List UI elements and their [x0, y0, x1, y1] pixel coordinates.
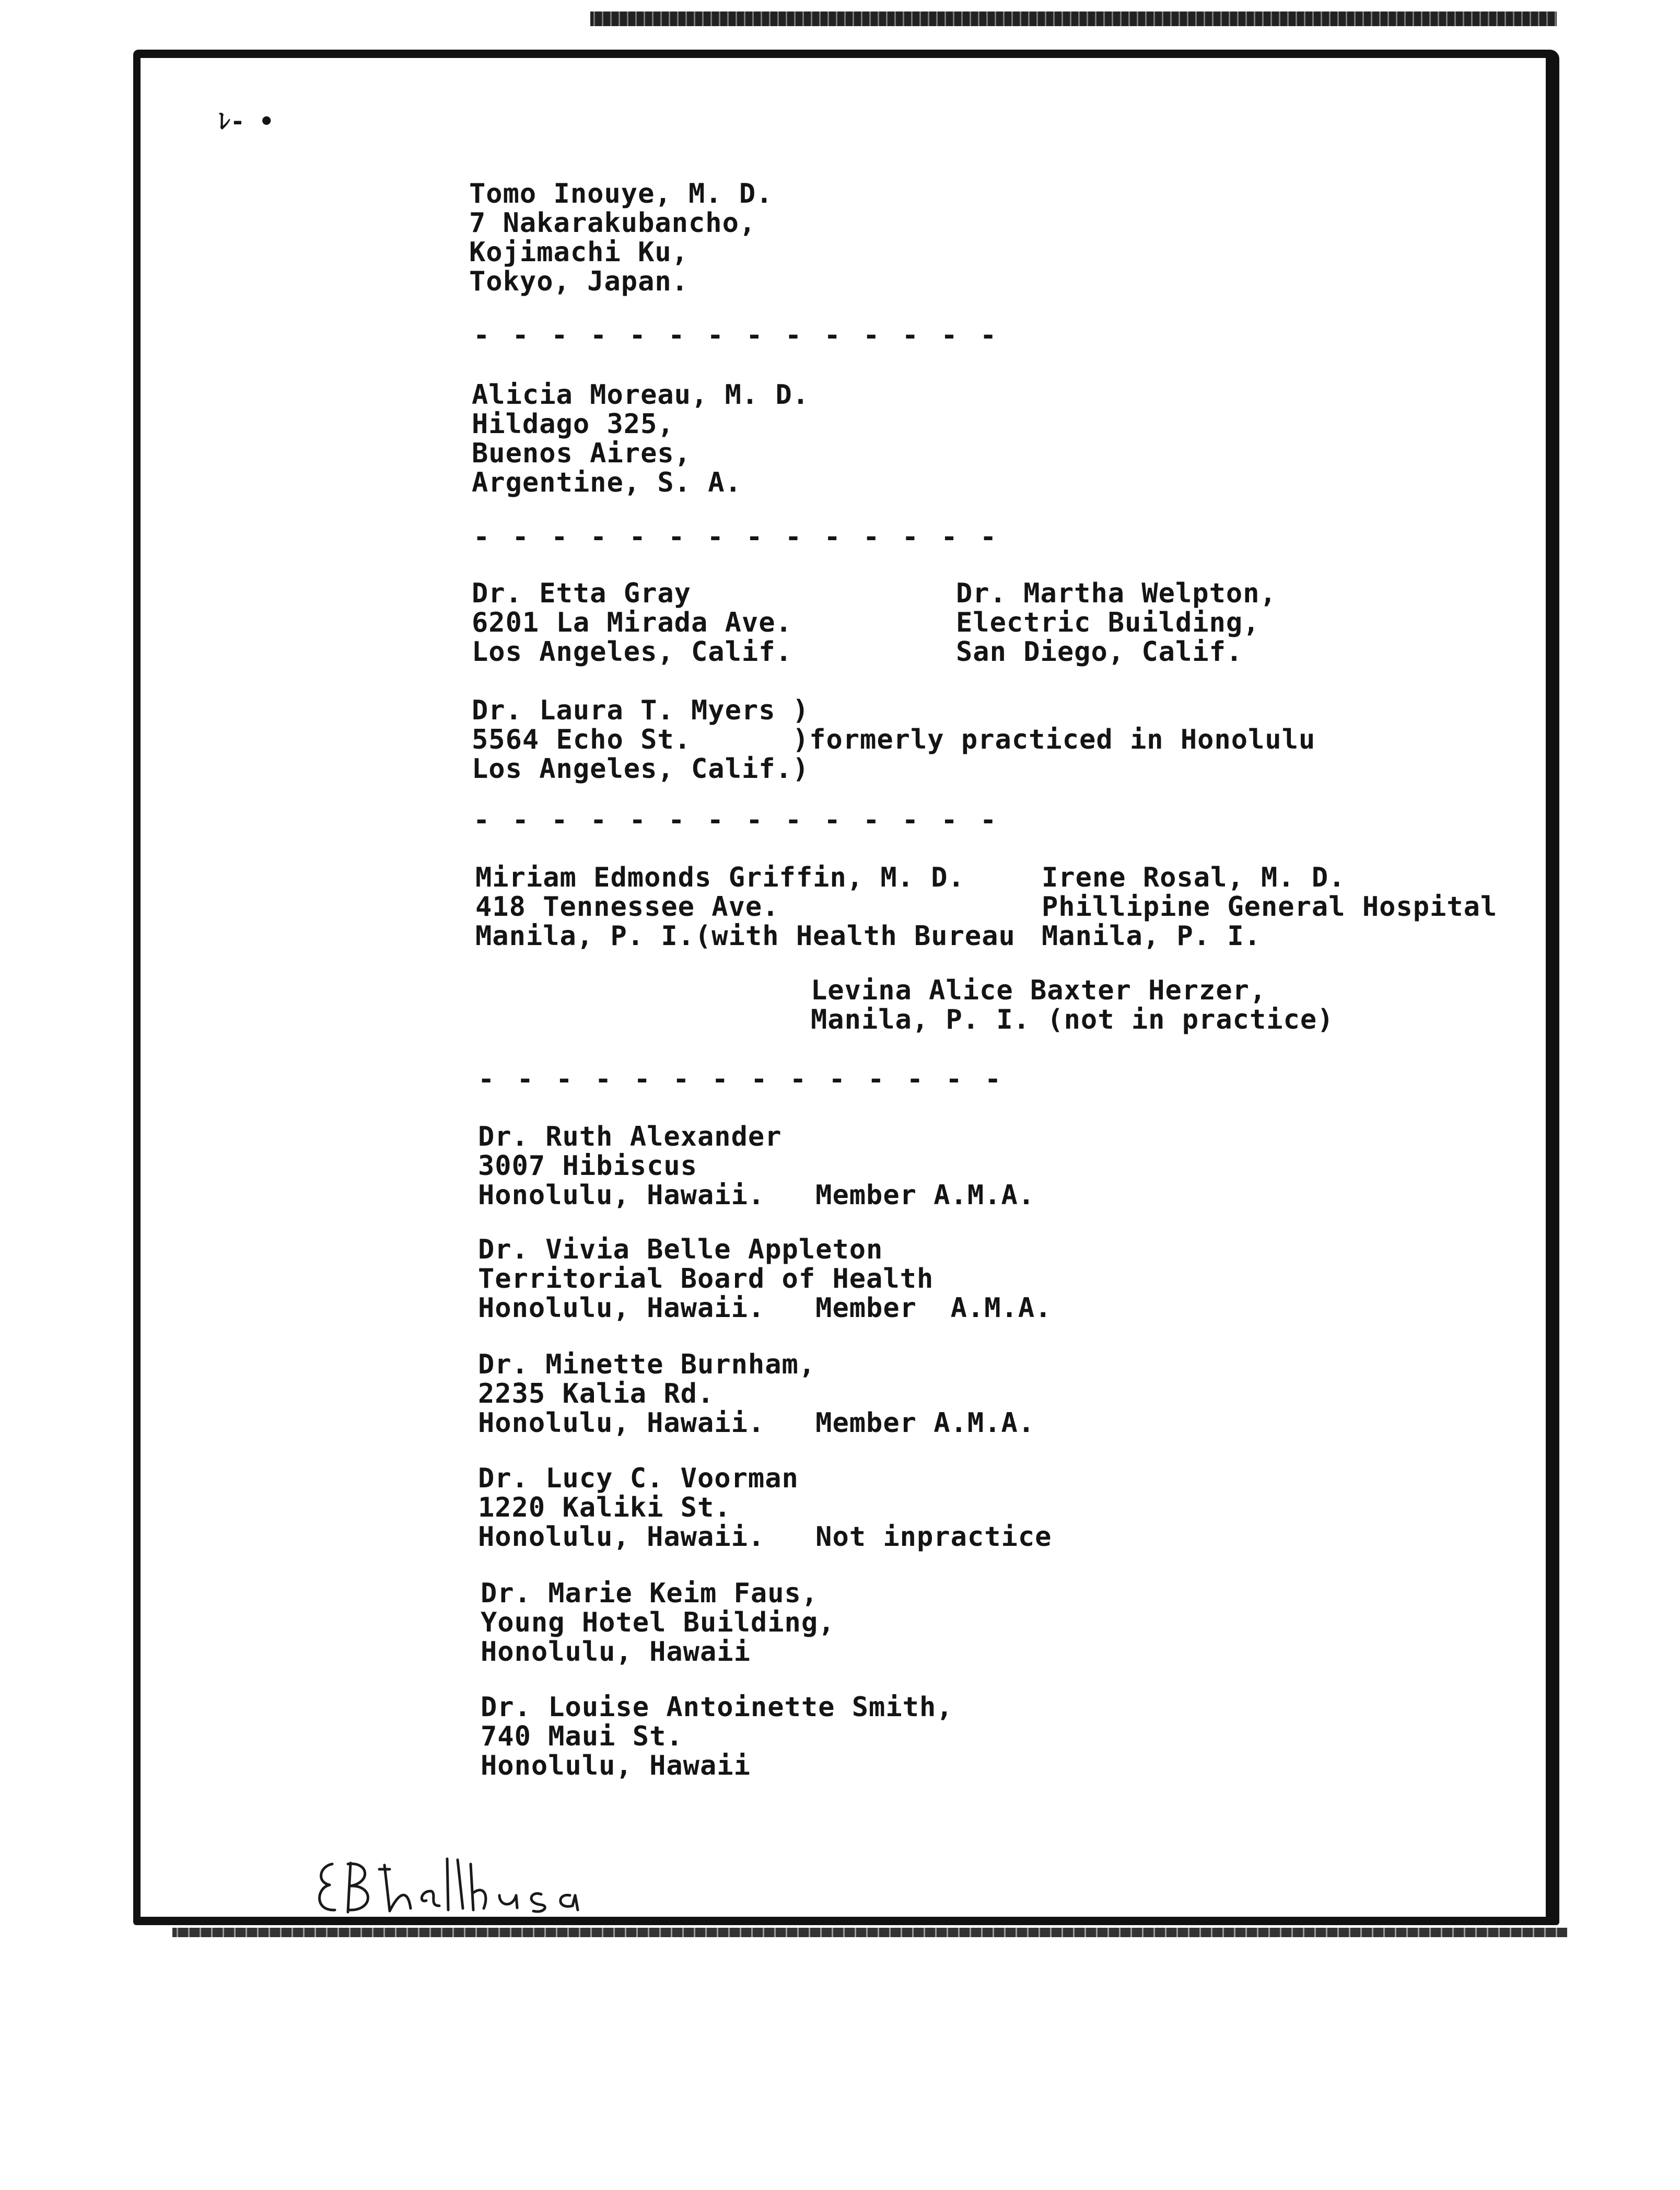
- entry-line: Electric Building,: [956, 607, 1260, 638]
- entry-line: Tokyo, Japan.: [469, 266, 689, 297]
- handwritten-signature: [311, 1854, 625, 1921]
- entry-line: Honolulu, Hawaii. Member A.M.A.: [478, 1292, 1052, 1324]
- entry-line: Dr. Vivia Belle Appleton: [478, 1234, 883, 1265]
- entry-line: Honolulu, Hawaii: [481, 1636, 751, 1668]
- entry-line: 5564 Echo St. )formerly practiced in Honolulu: [472, 724, 1316, 755]
- entry-line: 6201 La Mirada Ave.: [472, 607, 792, 638]
- entry-line: Manila, P. I. (not in practice): [811, 1004, 1334, 1035]
- entry-line: 7 Nakarakubancho,: [469, 207, 756, 239]
- entry-line: Honolulu, Hawaii: [481, 1750, 751, 1781]
- entry-line: Honolulu, Hawaii. Not inpractice: [478, 1521, 1052, 1553]
- entry-line: Honolulu, Hawaii. Member A.M.A.: [478, 1407, 1035, 1439]
- entry-line: 2235 Kalia Rd.: [478, 1378, 715, 1409]
- entry-line: 1220 Kaliki St.: [478, 1492, 731, 1523]
- entry-line: 3007 Hibiscus: [478, 1150, 697, 1182]
- entry-line: Dr. Lucy C. Voorman: [478, 1463, 799, 1494]
- entry-line: Irene Rosal, M. D.: [1042, 862, 1346, 893]
- entry-line: Phillipine General Hospital: [1042, 891, 1498, 923]
- entry-line: Dr. Laura T. Myers ): [472, 695, 810, 726]
- separator: - - - - - - - - - - - - - -: [473, 805, 1000, 836]
- entry-line: Honolulu, Hawaii. Member A.M.A.: [478, 1180, 1035, 1211]
- separator: - - - - - - - - - - - - - -: [478, 1064, 1005, 1095]
- entry-line: Manila, P. I.: [1042, 921, 1261, 952]
- corner-mark: ﾚ- •: [218, 107, 274, 135]
- entry-line: Manila, P. I.(with Health Bureau: [475, 921, 1016, 952]
- entry-line: Alicia Moreau, M. D.: [472, 379, 810, 411]
- entry-line: Tomo Inouye, M. D.: [469, 178, 773, 209]
- separator: - - - - - - - - - - - - - -: [473, 320, 1000, 351]
- scan-edge-top: [590, 11, 1557, 26]
- entry-line: Dr. Minette Burnham,: [478, 1349, 816, 1380]
- entry-line: Los Angeles, Calif.): [472, 753, 810, 785]
- entry-line: Dr. Martha Welpton,: [956, 578, 1277, 609]
- separator: - - - - - - - - - - - - - -: [473, 521, 1000, 553]
- entry-line: Levina Alice Baxter Herzer,: [811, 975, 1267, 1006]
- entry-line: 418 Tennessee Ave.: [475, 891, 779, 923]
- entry-line: Kojimachi Ku,: [469, 237, 689, 268]
- scan-edge-bottom: [172, 1928, 1567, 1937]
- entry-line: Los Angeles, Calif.: [472, 636, 792, 668]
- entry-line: Dr. Marie Keim Faus,: [481, 1578, 819, 1609]
- entry-line: 740 Maui St.: [481, 1721, 683, 1752]
- entry-line: Argentine, S. A.: [472, 467, 742, 498]
- entry-line: Dr. Ruth Alexander: [478, 1121, 782, 1152]
- entry-line: Young Hotel Building,: [481, 1607, 835, 1638]
- entry-line: Hildago 325,: [472, 409, 674, 440]
- entry-line: Dr. Etta Gray: [472, 578, 691, 609]
- entry-line: San Diego, Calif.: [956, 636, 1243, 668]
- entry-line: Buenos Aires,: [472, 438, 691, 469]
- entry-line: Territorial Board of Health: [478, 1263, 934, 1295]
- entry-line: Dr. Louise Antoinette Smith,: [481, 1692, 953, 1723]
- entry-line: Miriam Edmonds Griffin, M. D.: [475, 862, 965, 893]
